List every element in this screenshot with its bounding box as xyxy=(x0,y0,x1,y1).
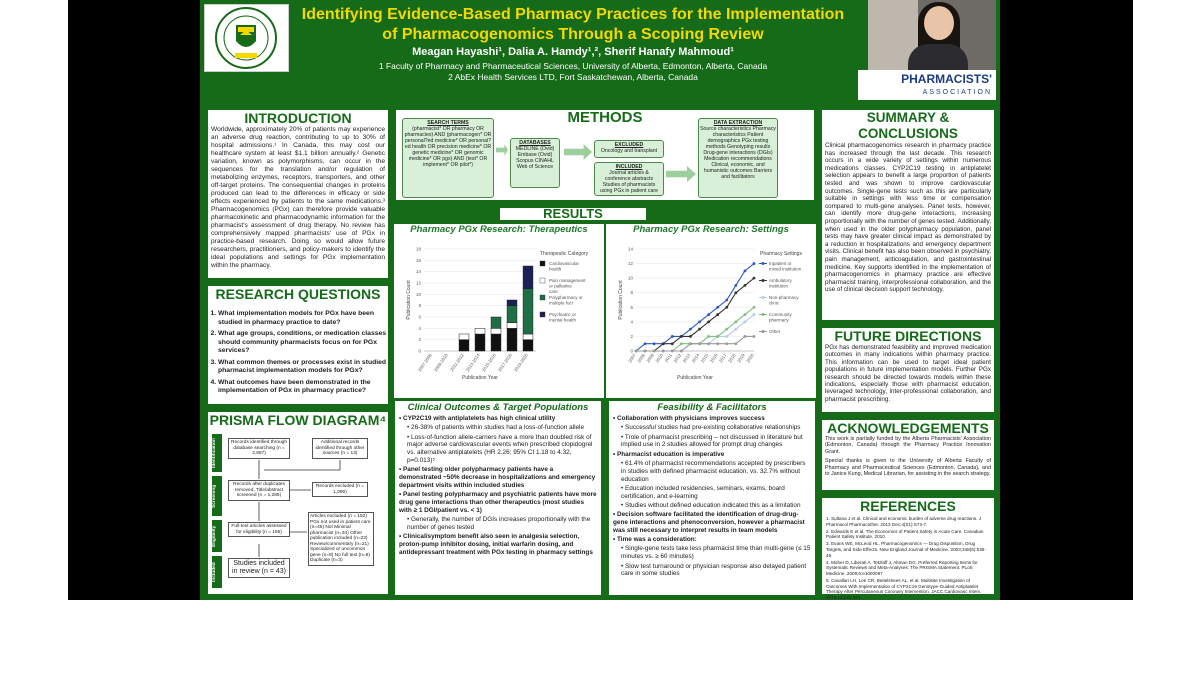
prisma-stage-eligibility: Eligibility xyxy=(212,520,222,552)
legend-label: Cardiovascular xyxy=(549,261,580,266)
y-tick-label: 14 xyxy=(627,246,633,252)
data-point xyxy=(716,306,719,309)
legend-label: multiple foci xyxy=(549,300,573,306)
data-extraction-title: DATA EXTRACTION xyxy=(713,120,763,126)
data-point xyxy=(689,328,692,331)
data-point xyxy=(662,350,665,353)
feasibility-bullet: • Single-gene tests take less pharmacist time than multi-gene (≤ 15 minutes vs. ≥ 60 minutes) xyxy=(621,545,811,561)
y-tick-label: 16 xyxy=(415,257,421,263)
x-tick-label: 2015 xyxy=(699,352,710,364)
clinical-outcome-bullet: • Clinical/symptom benefit also seen in analgesia selection, proton-pump inhibitor dosing, initial warfarin dosing, and antidepressant treatment with PGx testing in pharmacy settings xyxy=(399,533,593,556)
prisma-stage-identification: Identification xyxy=(212,434,222,472)
research-questions-panel xyxy=(206,284,390,406)
prisma-records-screened: Records after duplicates removed, Title/abstract screened (n = 1,285) xyxy=(228,480,290,501)
legend-label: mental health xyxy=(549,317,577,323)
feasibility-bullet: • Decision software facilitated the identification of drug-drug-gene interactions and phenoconversion, however a pharmacist was still necessary to interpret results in team models xyxy=(613,511,805,534)
legend-label: clinic xyxy=(769,300,780,306)
x-tick-label: 2019 xyxy=(736,352,746,364)
clinical-outcome-bullet: • Panel testing polypharmacy and psychiatric patients have more drug gene interactions than other therapeutics (most studies with ≥ 1 DGI/patient vs. < 1) xyxy=(399,491,597,514)
legend-label: Pain management xyxy=(549,278,586,283)
clinical-outcomes-list xyxy=(395,413,601,560)
legend-label: care xyxy=(549,289,558,294)
data-point xyxy=(707,342,710,345)
research-question: 2. What age groups, conditions, or medication classes should community pharmacists focus on for PGx services? xyxy=(218,330,388,356)
legend-swatch xyxy=(540,295,545,300)
prisma-stage-screening: Screening xyxy=(212,476,222,516)
therapeutics-chart-panel xyxy=(394,224,604,398)
data-point xyxy=(716,313,719,316)
legend-label: institution xyxy=(769,283,789,289)
databases-text: MEDLINE (Ovid) Embase (Ovid) Scopus CINAHL Web of Science xyxy=(515,146,555,170)
x-tick-label: 2011-2012 xyxy=(449,352,465,373)
y-tick-label: 18 xyxy=(415,246,421,252)
introduction-heading: INTRODUCTION xyxy=(244,110,352,126)
affiliation-2: 2 AbEx Health Services LTD, Fort Saskatchewan, Alberta, Canada xyxy=(448,72,698,82)
summary-heading: SUMMARY & CONCLUSIONS xyxy=(858,110,958,141)
poster-viewer xyxy=(68,0,1133,600)
x-tick-label: 2015-2016 xyxy=(480,352,497,373)
feasibility-list xyxy=(609,413,815,582)
data-point xyxy=(653,350,656,353)
prisma-studies-included: Studies included in review (n = 43) xyxy=(228,558,290,578)
series-line xyxy=(636,278,754,351)
bar-segment xyxy=(507,300,517,306)
x-tick-label: 2010 xyxy=(654,352,665,364)
poster-title: Identifying Evidence-Based Pharmacy Practices for the Implementation of Pharmacogenomics Through a Scoping Review xyxy=(301,6,845,43)
bar-segment xyxy=(475,334,485,351)
presenter-face xyxy=(924,6,954,40)
prisma-additional-records: Additional records identified through other sources (n = 13) xyxy=(312,438,368,459)
prisma-stage-included: Included xyxy=(212,556,222,588)
legend-label: pharmacy xyxy=(769,317,789,323)
data-point xyxy=(689,335,692,338)
legend-title: Pharmacy Settings xyxy=(760,251,802,257)
feasibility-bullet: • Successful studies had pre-existing collaborative relationships xyxy=(621,424,801,432)
prisma-records-identified: Records identified through database searching (n = 2,687) xyxy=(228,438,290,459)
excluded-title: EXCLUDED xyxy=(614,142,644,148)
research-question: 1. What implementation models for PGx have been studied in pharmacy practice to date? xyxy=(218,310,388,327)
search-terms-box xyxy=(402,118,494,198)
bar-segment xyxy=(459,334,469,340)
prisma-records-excluded: Records excluded (n = 1,090) xyxy=(312,482,368,497)
legend-swatch xyxy=(540,312,545,317)
brand-sub: ASSOCIATION xyxy=(922,89,992,96)
pharmacists-association-logo xyxy=(858,70,996,100)
data-point xyxy=(744,284,747,287)
data-point xyxy=(662,342,665,345)
data-point xyxy=(744,335,747,338)
introduction-panel xyxy=(206,108,390,280)
legend-marker xyxy=(762,296,765,299)
feasibility-heading: Feasibility & Facilitators xyxy=(657,402,767,413)
x-tick-label: 2020 xyxy=(745,352,755,364)
data-point xyxy=(644,350,647,353)
bar-segment xyxy=(507,323,517,329)
legend-marker xyxy=(762,330,765,333)
x-tick-label: 2017-2018 xyxy=(496,352,513,373)
x-tick-label: 2018 xyxy=(727,352,737,364)
methods-panel xyxy=(394,108,816,202)
therapeutics-chart-title: Pharmacy PGx Research: Therapeutics xyxy=(410,224,588,235)
y-tick-label: 6 xyxy=(630,304,633,310)
legend-swatch xyxy=(540,261,545,266)
x-tick-label: 2009 xyxy=(645,352,655,364)
future-directions-heading: FUTURE DIRECTIONS xyxy=(834,328,982,344)
data-point xyxy=(635,350,638,353)
search-terms-text: (pharmacist* OR pharmacy OR pharmacies) AND (pharmacogen* OR personal?ed medicine* OR personal?ed health OR precision medicine* OR genetic medicine* OR genomic medicine* OR pgx) AND (test* OR implement* OR pilot*) xyxy=(404,126,492,168)
affiliation-1: 1 Faculty of Pharmacy and Pharmaceutical Sciences, University of Alberta, Edmonton, Alberta, Canada xyxy=(378,61,768,71)
settings-chart xyxy=(606,235,816,395)
x-tick-label: 2016 xyxy=(708,352,719,364)
data-point xyxy=(698,342,701,345)
x-tick-label: 2017 xyxy=(718,352,728,364)
research-question: 4. What outcomes have been demonstrated in the implementation of PGx in pharmacy practice? xyxy=(218,379,388,396)
data-point xyxy=(698,320,701,323)
data-point xyxy=(734,320,737,323)
feasibility-bullet: • Time was a consideration: xyxy=(613,536,697,544)
feasibility-bullet: • Studies without defined education indicated this as a limitation xyxy=(621,501,801,509)
y-tick-label: 2 xyxy=(630,333,633,339)
research-questions-heading: RESEARCH QUESTIONS xyxy=(215,286,381,302)
reference-item: 5. Cavallari LH, Lee CR, Beitelshees AL, et al. Multisite Investigation of Outcomes With Implementation of CYP2C19 Genotype-Guided Antiplatelet Therapy After Percutaneous Coronary Intervention. JACC Cardiovasc Interv. 2018;11:181-191. xyxy=(826,577,982,600)
legend-swatch xyxy=(540,278,545,283)
data-point xyxy=(707,320,710,323)
legend-marker xyxy=(762,313,765,316)
data-point xyxy=(653,342,656,345)
data-point xyxy=(753,306,756,309)
legend-label: Community xyxy=(769,312,792,317)
legend-marker xyxy=(762,262,765,265)
clinical-outcome-bullet: • Loss-of-function allele-carriers have a more than doubled risk of major adverse cardiovascular events when prescribed clopidogrel vs. alternative antiplatelets (HR 2.26; 95% CI 1.18 to 4.32, p=0.013)⁵ xyxy=(407,433,593,464)
feasibility-bullet: • Collaboration with physicians improves success xyxy=(613,415,765,422)
data-point xyxy=(671,335,674,338)
methods-arrow-3 xyxy=(666,166,696,182)
clinical-outcomes-panel xyxy=(394,400,602,596)
data-point xyxy=(753,262,756,265)
x-tick-label: 2007 xyxy=(627,352,637,364)
poster-authors: Meagan Hayashi¹, Dalia A. Hamdy¹,², Sherif Hanafy Mahmoud¹ xyxy=(412,46,734,58)
clinical-outcome-bullet: • 26-38% of patients within studies had a loss-of-function allele xyxy=(407,424,585,432)
data-point xyxy=(716,335,719,338)
y-tick-label: 4 xyxy=(418,325,421,331)
data-point xyxy=(698,328,701,331)
reference-item: 3. Evans WE, McLeod HL. Pharmacogenomics — Drug Disposition, Drug Targets, and Side Effects. New England Journal of Medicine. 2003;348(6):538-49. xyxy=(826,541,986,558)
data-point xyxy=(707,335,710,338)
x-tick-label: 2019-2020 xyxy=(512,352,529,373)
acknowledgements-text-1: This work is partially funded by the Alberta Pharmacists' Association (Edmonton, Canada) through the Pharmacy Practice Innovation Grant. xyxy=(825,436,991,455)
data-point xyxy=(753,335,756,338)
data-point xyxy=(734,291,737,294)
bar-segment xyxy=(491,328,501,334)
prisma-full-text-assessed: Full-text articles assessed for eligibility (n = 195) xyxy=(228,522,290,537)
feasibility-panel xyxy=(608,400,816,596)
data-point xyxy=(707,313,710,316)
acknowledgements-text-2: Special thanks is given to the University of Alberta Faculty of Pharmacy and Pharmaceutical Sciences (Edmonton, Canada), and to Janice Kung, Medical Librarian, for assisting in the search strategy. xyxy=(825,458,991,478)
introduction-text: Worldwide, approximately 20% of patients may experience an adverse drug reaction, contributing to up to 30% of hospital admissions.¹ In Canada, this may cost our healthcare system at least $1.1 billion annually.² Genetic variation, known as polymorphisms, can occur in the sequences for the translation and/or regulation of metabolizing enzymes, receptors, transporters, and other off-target proteins. The consequential changes in proteins produced can lead to the differences in efficacy or side effects experienced by patients to the same medications.³ Pharmacogenomics (PGx) can therefore provide valuable pharmacokinetic and pharmacodynamic information for the pharmacist's assessment of drug therapy. No review has comprehensively mapped pharmacists' use of PGx in practice-based research. Doing so would allow future researchers, practitioners, and policy-makers to identify the ideal populations and settings for PGx implementation within the pharmacy. xyxy=(211,126,385,269)
data-point xyxy=(734,328,737,331)
bar-segment xyxy=(507,306,517,323)
data-point xyxy=(725,306,728,309)
data-point xyxy=(680,350,683,353)
feasibility-bullet: • 61.4% of pharmacist recommendations accepted by prescribers in studies with defined pharmacist education, vs. 32.7% without education xyxy=(621,459,806,483)
research-question: 3. What common themes or processes exist in studied pharmacist implementation models for PGx? xyxy=(218,359,388,376)
y-tick-label: 8 xyxy=(418,303,421,309)
search-terms-title: SEARCH TERMS xyxy=(427,120,469,126)
data-point xyxy=(680,342,683,345)
feasibility-bullet: • Pharmacist education is imperative xyxy=(613,450,725,458)
future-directions-panel xyxy=(820,326,996,414)
presenter-webcam xyxy=(868,0,996,70)
data-point xyxy=(744,313,747,316)
prisma-articles-excluded: Articles excluded (n = 152) PGx not used in patient care (n=45) Not Minimal pharmacist (n=34) Other publication included (n=23) Review/commentary (n=21) Specialized or uncommon gene (n=8) No full text (n=8) Duplicate (n=3) xyxy=(308,512,374,566)
data-extraction-text: Source characteristics Pharmacy characteristics Patient demographics PGx testing methods Genotyping results Drug-gene interactions (DGIs) Medication recommendations Clinical, economic, and humanistic outcomes Barriers and facilitators xyxy=(700,126,776,180)
legend-label: health xyxy=(549,266,562,272)
legend-label: mixed institution xyxy=(769,266,802,272)
data-point xyxy=(744,320,747,323)
data-point xyxy=(644,342,647,345)
legend-label: Psychiatric or xyxy=(549,312,577,317)
y-tick-label: 12 xyxy=(627,261,633,267)
y-tick-label: 6 xyxy=(418,314,421,320)
legend-label: Polypharmacy or xyxy=(549,295,583,300)
summary-panel xyxy=(820,108,996,322)
references-heading: REFERENCES xyxy=(860,498,956,514)
data-point xyxy=(680,335,683,338)
data-point xyxy=(725,342,728,345)
legend-title: Therapeutic Category xyxy=(540,251,589,257)
legend-label: Non-pharmacy xyxy=(769,295,799,300)
methods-arrow-2 xyxy=(564,144,592,160)
legend-label: Other xyxy=(769,329,781,334)
data-extraction-box xyxy=(698,118,778,198)
y-tick-label: 10 xyxy=(415,291,421,297)
feasibility-bullet: • Trole of pharmacist prescribing – not discussed in literature but implied use in 2 studies allowed for prompt drug changes xyxy=(621,433,803,449)
settings-chart-title: Pharmacy PGx Research: Settings xyxy=(633,224,789,235)
x-tick-label: 2013-2014 xyxy=(464,352,481,373)
included-box xyxy=(594,162,664,196)
results-heading: RESULTS xyxy=(498,206,648,222)
databases-box xyxy=(510,138,560,188)
bar-segment xyxy=(491,317,501,328)
data-point xyxy=(671,342,674,345)
clinical-outcome-bullet: • Panel testing older polypharmacy patients have a demonstrated ~50% decrease in hospitalizations and emergency department visits within included studies xyxy=(399,466,596,489)
methods-heading: METHODS xyxy=(567,109,643,126)
reference-item: 1. Sultana J et al. Clinical and economic burden of adverse drug reactions. J Pharmacol Pharmacother. 2013 Dec;4(S1):S73-7. xyxy=(826,516,981,527)
legend-label: Inpatient or xyxy=(769,261,792,266)
settings-chart-panel xyxy=(606,224,816,398)
bar-segment xyxy=(523,340,533,351)
summary-text: Clinical pharmacogenomics research in pharmacy practice has increased through the last decade. This research occurs in a wide variety of settings within numerous medications classes. CYP2C19 testing in antiplatelet selection appears to benefit a large proportion of patients tested and was shown to improve cardiovascular outcomes. Single-gene tests such as this are particularly suitable in settings with less time or compensation compared to multi-gene analyses. Panel tests, however, can identify more drug-gene interactions, increasing proportionally with the number of genes tested. Additionally, when used in the older polypharmacy population, panel tests may have greater clinical impact as demonstrated by a reduction in hospitalizations and emergency department visits. Clinical benefit has also been observed in psychiatry, pain management, anticoagulation, and gastrointestinal medicine. Key supports identified in the implementation of pharmacogenomics in pharmacy practice are effective pharmacist training, interprofessional collaboration, and the use of clinical decision support technology. xyxy=(825,142,991,294)
data-point xyxy=(725,328,728,331)
x-tick-label: 2012 xyxy=(672,352,683,364)
data-point xyxy=(689,342,692,345)
research-questions-list xyxy=(208,310,388,396)
y-tick-label: 8 xyxy=(630,290,633,296)
feasibility-bullet: • Education included residencies, seminars, exams, board certification, and e-learning xyxy=(621,484,785,500)
data-point xyxy=(753,277,756,280)
bar-segment xyxy=(523,289,533,334)
methods-arrow-1 xyxy=(496,144,508,156)
y-tick-label: 2 xyxy=(418,337,421,343)
bar-segment xyxy=(475,328,485,334)
included-title: INCLUDED xyxy=(615,164,643,170)
y-tick-label: 0 xyxy=(630,348,633,354)
feasibility-bullet: • Slow test turnaround or physician response also delayed patient care in some studies xyxy=(621,562,807,578)
x-tick-label: 2014 xyxy=(690,352,701,364)
excluded-box xyxy=(594,140,664,158)
clinical-outcomes-heading: Clinical Outcomes & Target Populations xyxy=(407,402,589,413)
bar-segment xyxy=(507,328,517,351)
brand-name: PHARMACISTS' xyxy=(901,72,992,86)
bar-segment xyxy=(523,334,533,340)
x-axis-label: Publication Year xyxy=(677,375,713,381)
data-point xyxy=(734,284,737,287)
university-logo xyxy=(204,4,289,72)
data-point xyxy=(753,313,756,316)
data-point xyxy=(734,342,737,345)
y-tick-label: 12 xyxy=(415,280,421,286)
bar-segment xyxy=(459,340,469,351)
data-point xyxy=(716,342,719,345)
reference-item: 4. Moher D, Liberati A, Tetzlaff J, Altman DG. Preferred Reporting Items for Systematic Reviews and Meta-Analyses: The PRISMA Statement. PLoS Medicine. 2009;6:e1000097 xyxy=(826,559,978,576)
x-tick-label: 2011 xyxy=(663,352,674,364)
prisma-heading: PRISMA FLOW DIAGRAM⁴ xyxy=(209,412,387,428)
x-tick-label: 2009-2010 xyxy=(432,352,449,373)
excluded-text: Oncology and transplant xyxy=(600,148,658,154)
legend-label: Ambulatory xyxy=(769,278,792,283)
bar-segment xyxy=(523,266,533,289)
y-axis-label: Publication Count xyxy=(618,280,624,320)
included-text: Journal articles & conference abstracts Studies of pharmacists using PGx in patient care xyxy=(600,170,658,194)
prisma-panel xyxy=(206,410,390,596)
acknowledgements-panel xyxy=(820,418,996,492)
clinical-outcome-bullet: • CYP2C19 with antiplatelets has high clinical utility xyxy=(399,415,556,422)
y-tick-label: 0 xyxy=(418,348,421,354)
databases-title: DATABASES xyxy=(519,140,551,146)
data-point xyxy=(744,269,747,272)
data-point xyxy=(725,299,728,302)
y-tick-label: 10 xyxy=(627,275,633,281)
therapeutics-chart xyxy=(394,235,604,395)
x-tick-label: 2013 xyxy=(681,352,692,364)
references-panel xyxy=(820,496,996,600)
reference-item: 2. Edwards E et al. The Economics of Patient Safety in Acute Care. Canadian Patient Safety Institute. 2010. xyxy=(826,528,984,540)
clinical-outcome-bullet: • Generally, the number of DGIs increases proportionally with the number of genes tested xyxy=(407,516,591,531)
legend-label: or palliative xyxy=(549,283,572,289)
acknowledgements-heading: ACKNOWLEDGEMENTS xyxy=(827,420,989,436)
future-directions-text: PGx has demonstrated feasibility and improved medication outcomes in many indications within pharmacy practice. This information can be used to target ideal patient populations in future implementation models. Further PGx research should be directed towards models within these indications, especially those with pharmacist education, leveraged technology, inter-professional collaboration, and pharmacist prescribing. xyxy=(825,344,991,403)
prisma-arrows xyxy=(208,412,392,598)
x-tick-label: 2008 xyxy=(636,352,646,364)
y-tick-label: 14 xyxy=(415,269,421,275)
bar-segment xyxy=(491,334,501,351)
references-list xyxy=(822,514,994,604)
x-axis-label: Publication Year xyxy=(462,375,498,381)
data-point xyxy=(671,350,674,353)
legend-marker xyxy=(762,279,765,282)
y-axis-label: Publication Count xyxy=(406,280,412,320)
y-tick-label: 4 xyxy=(630,319,633,325)
x-tick-label: 2007-2008 xyxy=(416,352,433,373)
data-point xyxy=(725,335,728,338)
